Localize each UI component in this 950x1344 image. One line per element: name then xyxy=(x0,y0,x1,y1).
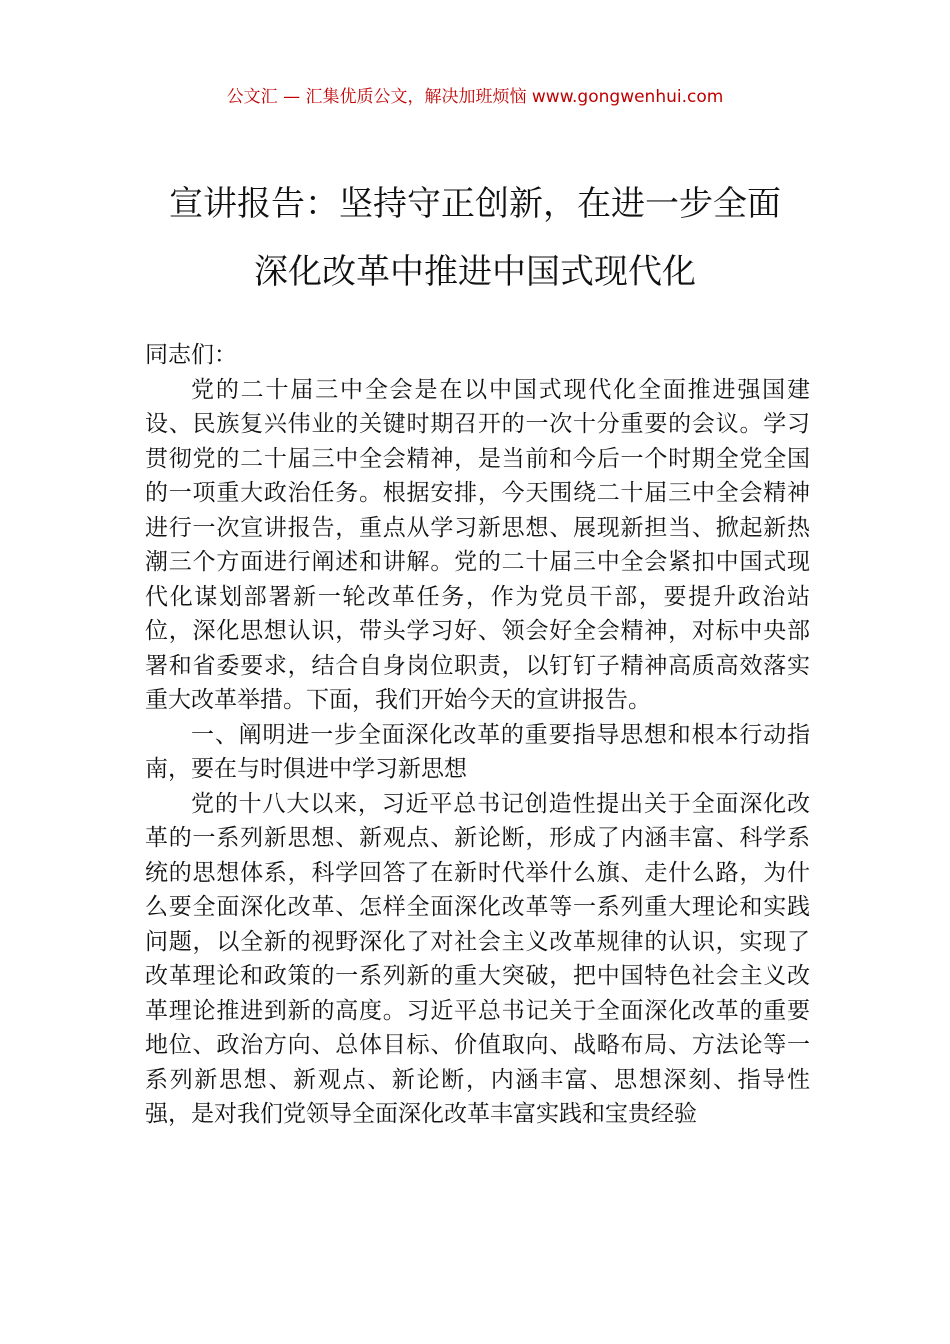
paragraph-section-1: 党的十八大以来，习近平总书记创造性提出关于全面深化改革的一系列新思想、新观点、新论断，形成了内涵丰富、科学系统的思想体系，科学回答了在新时代举什么旗、走什么路，为什么要全面深化改革、怎样全面深化改革等一系列重大理论和实践问题，以全新的视野深化了对社会主义改革规律的认识，实现了改革理论和政策的一系列新的重大突破，把中国特色社会主义改革理论推进到新的高度。习近平总书记关于全面深化改革的重要地位、政治方向、总体目标、价值取向、战略布局、方法论等一系列新思想、新观点、新论断，内涵丰富、思想深刻、指导性强，是对我们党领导全面深化改革丰富实践和宝贵经验 xyxy=(145,790,810,1127)
document-title xyxy=(60,170,890,306)
title-line-1: 宣讲报告：坚持守正创新，在进一步全面 xyxy=(169,184,781,224)
document-body xyxy=(145,338,810,1132)
section-heading-1: 一、阐明进一步全面深化改革的重要指导思想和根本行动指南，要在与时俱进中学习新思想 xyxy=(145,721,810,782)
header-banner: 公文汇 — 汇集优质公文，解决加班烦恼 www.gongwenhui.com xyxy=(226,87,724,107)
salutation: 同志们： xyxy=(145,342,237,368)
title-line-2: 深化改革中推进中国式现代化 xyxy=(254,252,696,292)
paragraph-intro: 党的二十届三中全会是在以中国式现代化全面推进强国建设、民族复兴伟业的关键时期召开的一次十分重要的会议。学习贯彻党的二十届三中全会精神，是当前和今后一个时期全党全国的一项重大政治任务。根据安排，今天围绕二十届三中全会精神进行一次宣讲报告，重点从学习新思想、展现新担当、掀起新热潮三个方面进行阐述和讲解。党的二十届三中全会紧扣中国式现代化谋划部署新一轮改革任务，作为党员干部，要提升政治站位，深化思想认识，带头学习好、领会好全会精神，对标中央部署和省委要求，结合自身岗位职责，以钉钉子精神高质高效落实重大改革举措。下面，我们开始今天的宣讲报告。 xyxy=(145,376,810,713)
